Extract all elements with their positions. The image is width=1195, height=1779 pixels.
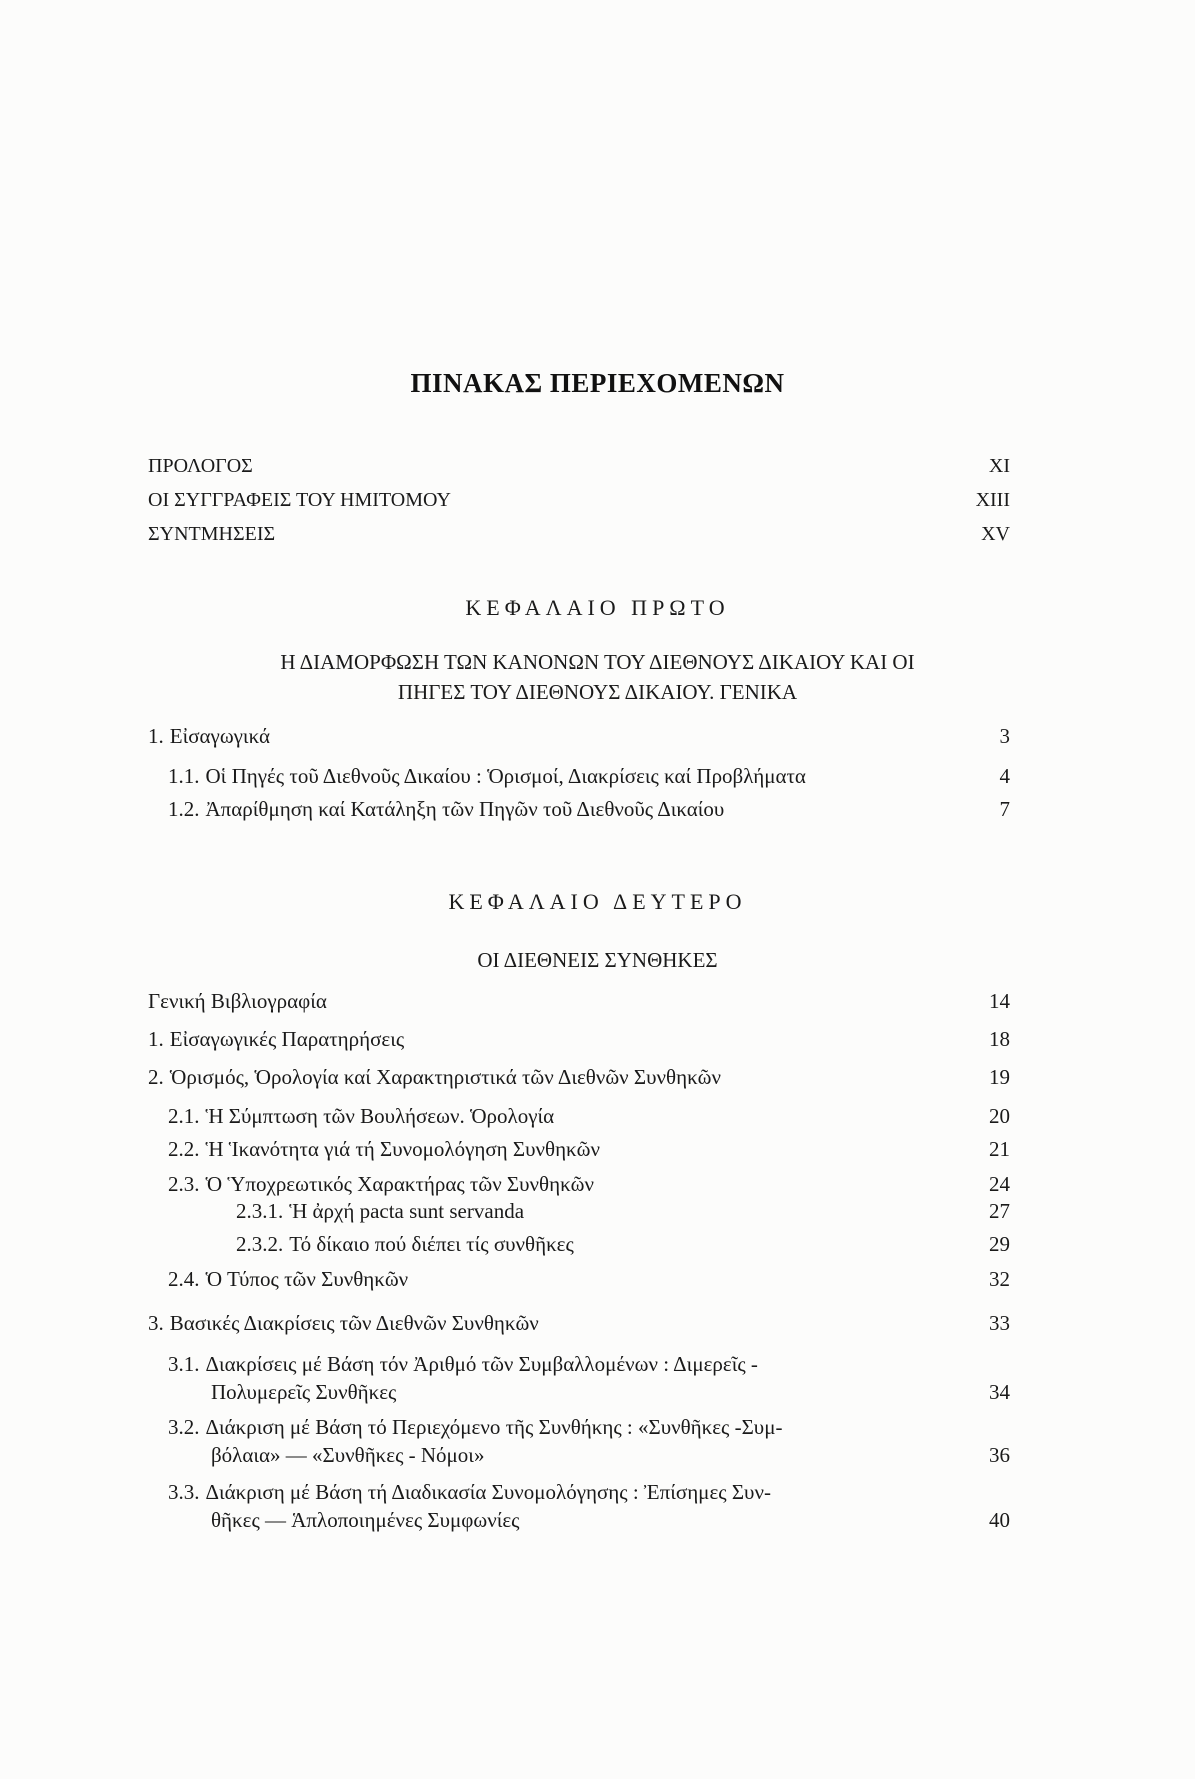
entry-number: 1. [148,724,164,748]
chapter-1-label: ΚΕΦΑΛΑΙΟ ΠΡΩΤΟ [465,595,730,620]
toc-entry[interactable] [148,1413,1010,1473]
entry-number: 2.4. [168,1267,200,1291]
chapter-1-title-line-2: ΠΗΓΕΣ ΤΟΥ ΔΙΕΘΝΟΥΣ ΔΙΚΑΙΟΥ. ΓΕΝΙΚΑ [397,680,798,704]
page-title: ΠΙΝΑΚΑΣ ΠΕΡΙΕΧΟΜΕΝΩΝ [410,368,785,398]
entry-number: 3.3. [168,1480,200,1504]
entry-label: Βασικές Διακρίσεις τῶν Διεθνῶν Συνθηκῶν [169,1311,539,1335]
entry-label: Διάκριση μέ Βάση τό Περιεχόμενο τῆς Συνθήκης : «Συνθῆκες -Συμ- [205,1415,783,1439]
entry-number: 3.1. [168,1352,200,1376]
entry-page: 33 [989,1311,1010,1335]
entry-label: Εἰσαγωγικά [169,724,270,748]
entry-label: Οἱ Πηγές τοῦ Διεθνοῦς Δικαίου : Ὁρισμοί, Διακρίσεις καί Προβλήματα [205,764,806,788]
entry-label: Εἰσαγωγικές Παρατηρήσεις [169,1027,405,1051]
entry-label: Διάκριση μέ Βάση τή Διαδικασία Συνομολόγησης : Ἐπίσημες Συν- [205,1480,771,1504]
entry-page: 20 [989,1104,1010,1128]
entry-number: 1.1. [168,764,200,788]
entry-number: 2.3.2. [236,1232,284,1256]
entry-label: Ὁρισμός, Ὁρολογία καί Χαρακτηριστικά τῶν Διεθνῶν Συνθηκῶν [169,1065,721,1089]
entry-label: Διακρίσεις μέ Βάση τόν Ἀριθμό τῶν Συμβαλλομένων : Διμερεῖς - [205,1352,758,1376]
entry-page: 34 [989,1380,1010,1404]
entry-page: XV [981,523,1010,545]
entry-label: Γενική Βιβλιογραφία [148,989,327,1013]
entry-page: 40 [989,1508,1010,1532]
entry-label-continuation: θῆκες — Ἁπλοποιημένες Συμφωνίες [211,1508,520,1532]
entry-number: 3. [148,1311,164,1335]
entry-page: 27 [989,1199,1010,1223]
entry-label: Τό δίκαιο πού διέπει τίς συνθῆκες [289,1232,574,1256]
entry-label: Ἡ Ἱκανότητα γιά τή Συνομολόγηση Συνθηκῶν [205,1137,600,1161]
entry-page: XI [988,455,1010,477]
entry-label: ΠΡΟΛΟΓΟΣ [148,455,253,477]
entry-number: 2.1. [168,1104,200,1128]
entry-number: 2.3.1. [236,1199,284,1223]
entry-page: XIII [975,489,1010,511]
entry-page: 7 [999,797,1010,821]
entry-label: Ἡ Σύμπτωση τῶν Βουλήσεων. Ὁρολογία [205,1104,555,1128]
entry-page: 36 [989,1443,1010,1467]
entry-page: 19 [989,1065,1010,1089]
entry-label: Ὁ Τύπος τῶν Συνθηκῶν [205,1267,409,1291]
entry-label-continuation: Πολυμερεῖς Συνθῆκες [211,1380,397,1404]
entry-label: Ἀπαρίθμηση καί Κατάληξη τῶν Πηγῶν τοῦ Διεθνοῦς Δικαίου [205,797,725,821]
entry-page: 24 [989,1172,1010,1196]
entry-number: 2.3. [168,1172,200,1196]
entry-page: 32 [989,1267,1010,1291]
entry-number: 1. [148,1027,164,1051]
entry-number: 3.2. [168,1415,200,1439]
toc-entry[interactable] [148,1350,1010,1410]
entry-label: ΣΥΝΤΜΗΣΕΙΣ [148,523,276,545]
chapter-2-title: ΟΙ ΔΙΕΘΝΕΙΣ ΣΥΝΘΗΚΕΣ [477,948,718,972]
entry-page: 29 [989,1232,1010,1256]
entry-page: 18 [989,1027,1010,1051]
entry-label-continuation: βόλαια» — «Συνθῆκες - Νόμοι» [211,1443,485,1467]
entry-page: 14 [989,989,1010,1013]
entry-label: ΟΙ ΣΥΓΓΡΑΦΕΙΣ ΤΟΥ ΗΜΙΤΟΜΟΥ [148,489,451,511]
entry-number: 1.2. [168,797,200,821]
entry-number: 2. [148,1065,164,1089]
entry-label: Ὁ Ὑποχρεωτικός Χαρακτήρας τῶν Συνθηκῶν [205,1172,594,1196]
chapter-1-title-line-1: Η ΔΙΑΜΟΡΦΩΣΗ ΤΩΝ ΚΑΝΟΝΩΝ ΤΟΥ ΔΙΕΘΝΟΥΣ ΔΙΚΑΙΟΥ ΚΑΙ ΟΙ [280,650,915,674]
toc-entry[interactable] [148,1478,1010,1538]
chapter-2-label: ΚΕΦΑΛΑΙΟ ΔΕΥΤΕΡΟ [448,889,747,914]
entry-page: 21 [989,1137,1010,1161]
entry-number: 2.2. [168,1137,200,1161]
entry-page: 3 [999,724,1010,748]
entry-page: 4 [999,764,1010,788]
entry-label: Ἡ ἀρχή pacta sunt servanda [289,1199,525,1223]
